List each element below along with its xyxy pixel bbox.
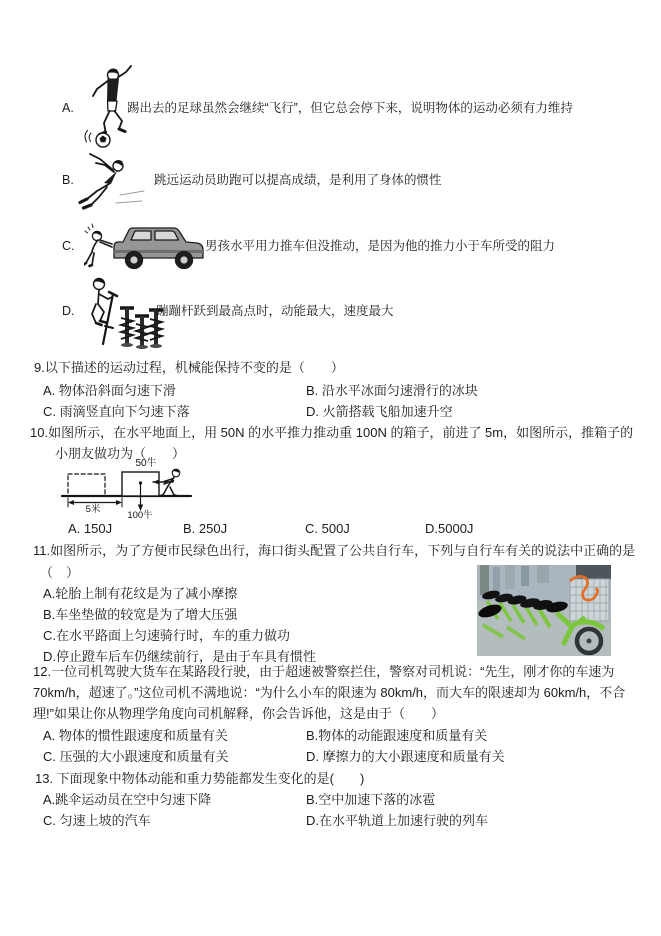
q10-option-a: A. 150J [68, 521, 113, 536]
q8-option-d-letter: D. [62, 304, 75, 318]
q11-stem-line1: 11.如图所示，为了方便市民绿色出行，海口街头配置了公共自行车，下列与自行车有关的说法中正确的是 [33, 543, 636, 558]
q9-option-c: C. 雨滴竖直向下匀速下落 [43, 404, 190, 419]
q12-option-b: B.物体的动能跟速度和质量有关 [306, 728, 488, 743]
q11-option-a: A.轮胎上制有花纹是为了减小摩擦 [43, 586, 238, 601]
pogo-stick-kid-illustration [80, 274, 166, 354]
q9-stem: 9.以下描述的运动过程，机械能保持不变的是（ ） [34, 360, 344, 375]
long-jump-athlete-illustration [76, 150, 148, 216]
q12-option-a: A. 物体的惯性跟速度和质量有关 [43, 728, 228, 743]
q12-option-d: D. 摩擦力的大小跟速度和质量有关 [306, 749, 505, 764]
q8-option-b-text: 跳远运动员助跑可以提高成绩，是利用了身体的惯性 [154, 173, 442, 187]
q8-option-a-text: 踢出去的足球虽然会继续“飞行”，但它总会停下来，说明物体的运动必须有力维持 [127, 101, 573, 115]
q8-option-d-text: 蹦蹦杆跃到最高点时，动能最大，速度最大 [156, 304, 394, 318]
q11-option-d: D.停止蹬车后车仍继续前行，是由于车具有惯性 [43, 649, 317, 664]
q11-option-c: C.在水平路面上匀速骑行时，车的重力做功 [43, 628, 291, 643]
public-bikes-photo [477, 565, 611, 656]
box-original-position-dashed [68, 474, 105, 496]
q13-stem: 13. 下面现象中物体动能和重力势能都发生变化的是( ) [35, 771, 365, 786]
q10-stem-line2: 小朋友做功为（ ） [55, 446, 186, 461]
push-force-label: 50牛 [135, 458, 157, 469]
q13-option-c: C. 匀速上坡的汽车 [43, 813, 151, 828]
q12-stem-line3: 理!”如果让你从物理学角度向司机解释，你会告诉他，这是由于（ ） [33, 706, 444, 721]
q10-option-d: D.5000J [425, 521, 474, 536]
q9-option-a: A. 物体沿斜面匀速下滑 [43, 383, 176, 398]
q11-option-b: B.车坐垫做的较宽是为了增大压强 [43, 607, 238, 622]
box-push-force-diagram [60, 454, 194, 520]
weight-label: 100牛 [127, 510, 153, 520]
q8-option-c-letter: C. [62, 239, 75, 253]
q9-option-d: D. 火箭搭载飞船加速升空 [306, 404, 453, 419]
q13-option-a: A.跳伞运动员在空中匀速下降 [43, 792, 212, 807]
q10-option-c: C. 500J [305, 521, 350, 536]
q8-option-b-letter: B. [62, 173, 74, 187]
q13-option-d: D.在水平轨道上加速行驶的列车 [306, 813, 489, 828]
pushing-boy-figure [84, 224, 112, 266]
q8-option-a-letter: A. [62, 101, 74, 115]
q10-stem-line1: 10.如图所示，在水平地面上，用 50N 的水平推力推动重 100N 的箱子，前进了 5m，如图所示，推箱子的 [30, 425, 634, 440]
q9-option-b: B. 沿水平冰面匀速滑行的冰块 [306, 383, 478, 398]
q10-option-b: B. 250J [183, 521, 228, 536]
q8-option-c-text: 男孩水平用力推车但没推动，是因为他的推力小于车所受的阻力 [205, 239, 556, 253]
q13-option-b: B.空中加速下落的冰雹 [306, 792, 436, 807]
q12-stem-line1: 12.一位司机驾驶大货车在某路段行驶，由于超速被警察拦住，警察对司机说：“先生，刚才你的车速为 [33, 664, 615, 679]
q12-stem-line2: 70km/h，超速了。”这位司机不满地说：“为什么小车的限速为 80km/h，而大车的限速却为 60km/h，不合 [33, 685, 626, 700]
q11-stem-line2: （ ） [40, 565, 80, 580]
car-body [114, 228, 203, 269]
q12-option-c: C. 压强的大小跟速度和质量有关 [43, 749, 229, 764]
pogo-kid-figure [92, 278, 117, 344]
boy-pushing-car-illustration [84, 219, 208, 273]
distance-label: 5米 [85, 504, 101, 515]
